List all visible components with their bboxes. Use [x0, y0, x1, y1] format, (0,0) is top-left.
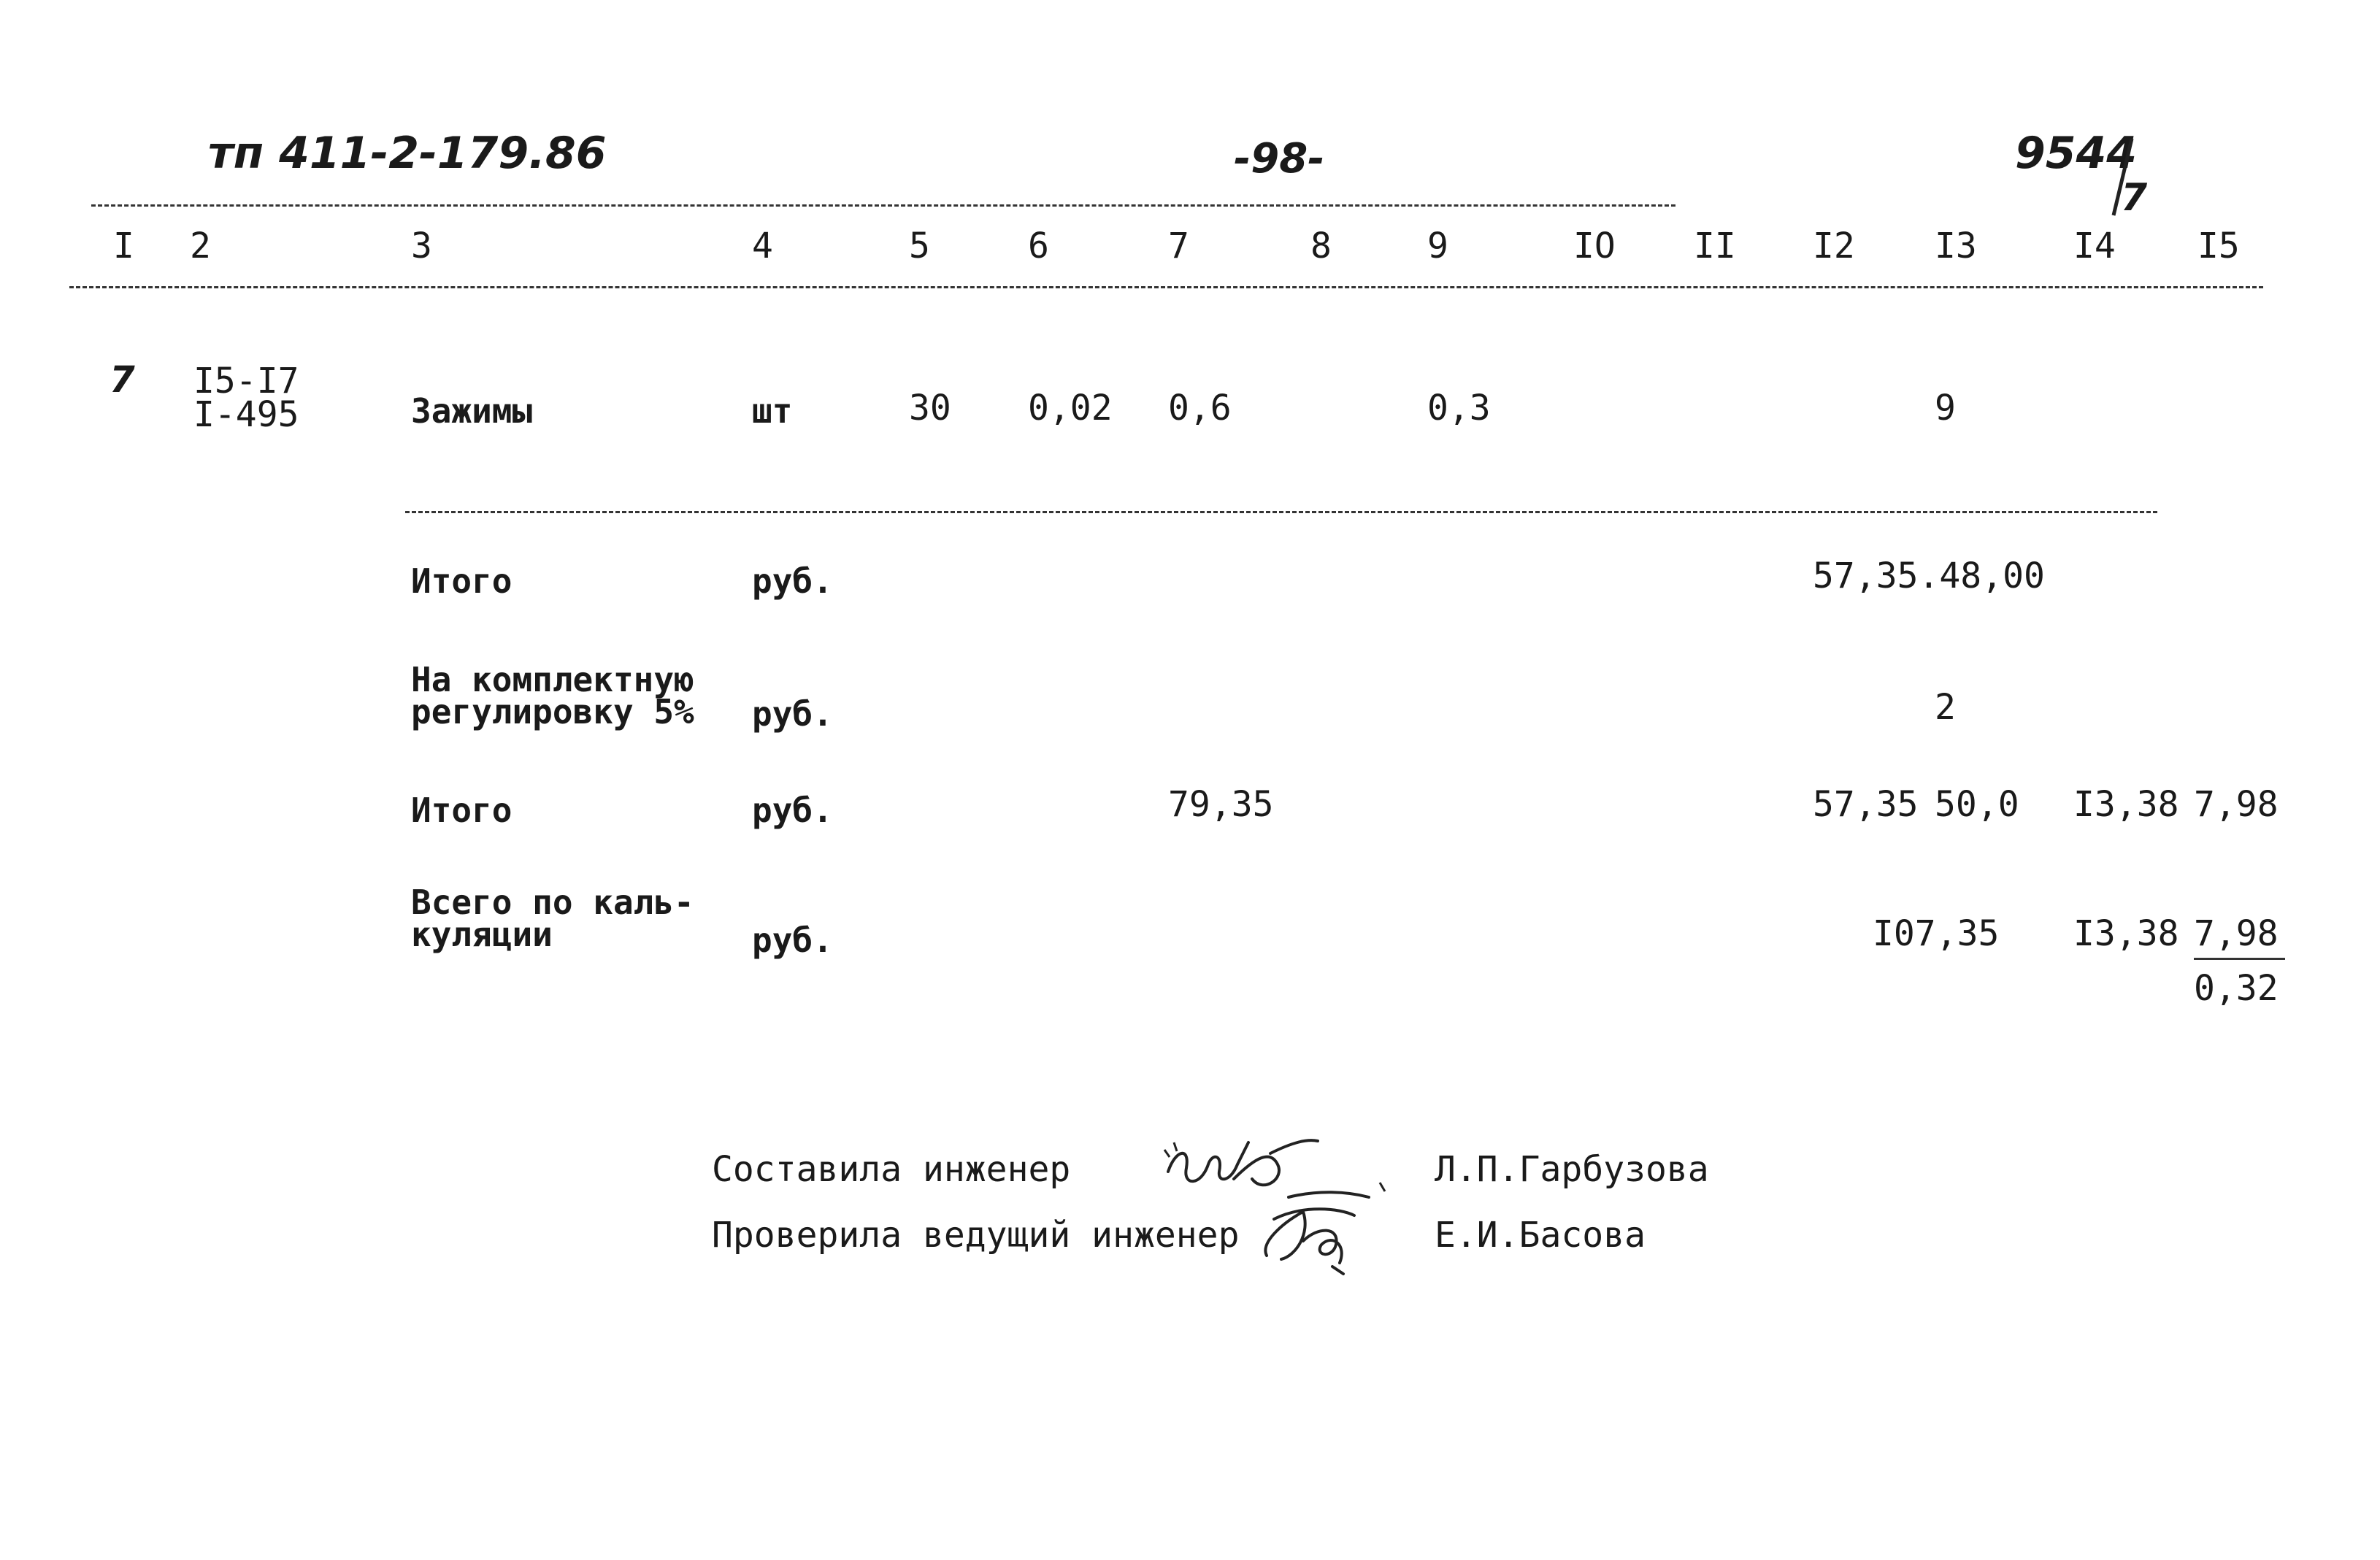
row-col7: 0,6	[1168, 388, 1232, 429]
grand-total-col15: 7,98	[2194, 913, 2279, 954]
col-header-4: 4	[752, 226, 773, 266]
compiled-name: Л.П.Гарбузова	[1435, 1149, 1709, 1190]
row-code	[193, 361, 299, 435]
col-header-5: 5	[909, 226, 930, 266]
col-header-12: I2	[1813, 226, 1855, 266]
grand-total-label-2: куляции	[411, 914, 553, 954]
col-header-15: I5	[2197, 226, 2240, 266]
col-header-7: 7	[1168, 226, 1189, 266]
document-code: тп 411-2-179.86	[208, 128, 607, 179]
total2-col15: 7,98	[2194, 784, 2279, 825]
row-number: 7	[110, 358, 135, 401]
col-header-1: I	[113, 226, 134, 266]
document-number: 9544	[2015, 128, 2137, 179]
total-unit: руб.	[752, 561, 833, 601]
total2-col12: 57,35	[1813, 784, 1919, 825]
col-header-3: 3	[411, 226, 432, 266]
row-code-1: I5-I7	[193, 361, 299, 401]
col-header-9: 9	[1427, 226, 1448, 266]
grand-total-col14: I3,38	[2073, 913, 2179, 954]
grand-total-col13: I07,35	[1873, 913, 2000, 954]
total2-col14: I3,38	[2073, 784, 2179, 825]
row-col5: 30	[909, 388, 951, 429]
col-header-11: II	[1694, 226, 1736, 266]
compiled-label: Составила инженер	[712, 1149, 1071, 1190]
total-label: Итого	[411, 561, 513, 601]
checked-name: Е.И.Басова	[1435, 1215, 1646, 1256]
adjustment-col13: 2	[1935, 687, 1956, 728]
grand-total-label-1: Всего по каль-	[411, 883, 694, 922]
adjustment-label	[411, 660, 694, 731]
grand-total-label	[411, 883, 694, 954]
row-col13: 9	[1935, 388, 1956, 429]
items-rule	[405, 511, 2157, 513]
row-unit: шт	[752, 391, 793, 431]
grand-total-col15-denominator: 0,32	[2194, 968, 2279, 1009]
row-col6: 0,02	[1028, 388, 1113, 429]
col-header-6: 6	[1028, 226, 1049, 266]
row-code-2: I-495	[193, 393, 299, 435]
total2-col13: 50,0	[1935, 784, 2019, 825]
header-rule	[69, 286, 2263, 288]
document-sub-number: 7	[2121, 176, 2148, 220]
adjustment-unit: руб.	[752, 694, 833, 734]
col-header-10: IO	[1573, 226, 1616, 266]
top-rule	[91, 204, 1675, 207]
total2-unit: руб.	[752, 791, 833, 830]
fraction-rule	[2194, 958, 2285, 960]
grand-total-unit: руб.	[752, 921, 833, 960]
checked-signature	[1245, 1175, 1391, 1277]
total-col12: 57,35.48,00	[1813, 556, 2045, 596]
row-name: Зажимы	[411, 391, 533, 431]
adjustment-label-2: регулировку 5%	[411, 691, 694, 731]
page-number: -98-	[1234, 135, 1325, 182]
col-header-14: I4	[2073, 226, 2116, 266]
total2-col7: 79,35	[1168, 784, 1274, 825]
fraction-slash	[2103, 135, 2146, 223]
adjustment-label-1: На комплектную	[411, 660, 694, 699]
total2-label: Итого	[411, 791, 513, 830]
checked-label: Проверила ведущий инженер	[712, 1215, 1240, 1256]
col-header-13: I3	[1935, 226, 1977, 266]
col-header-8: 8	[1310, 226, 1332, 266]
col-header-2: 2	[190, 226, 211, 266]
row-col9: 0,3	[1427, 388, 1491, 429]
